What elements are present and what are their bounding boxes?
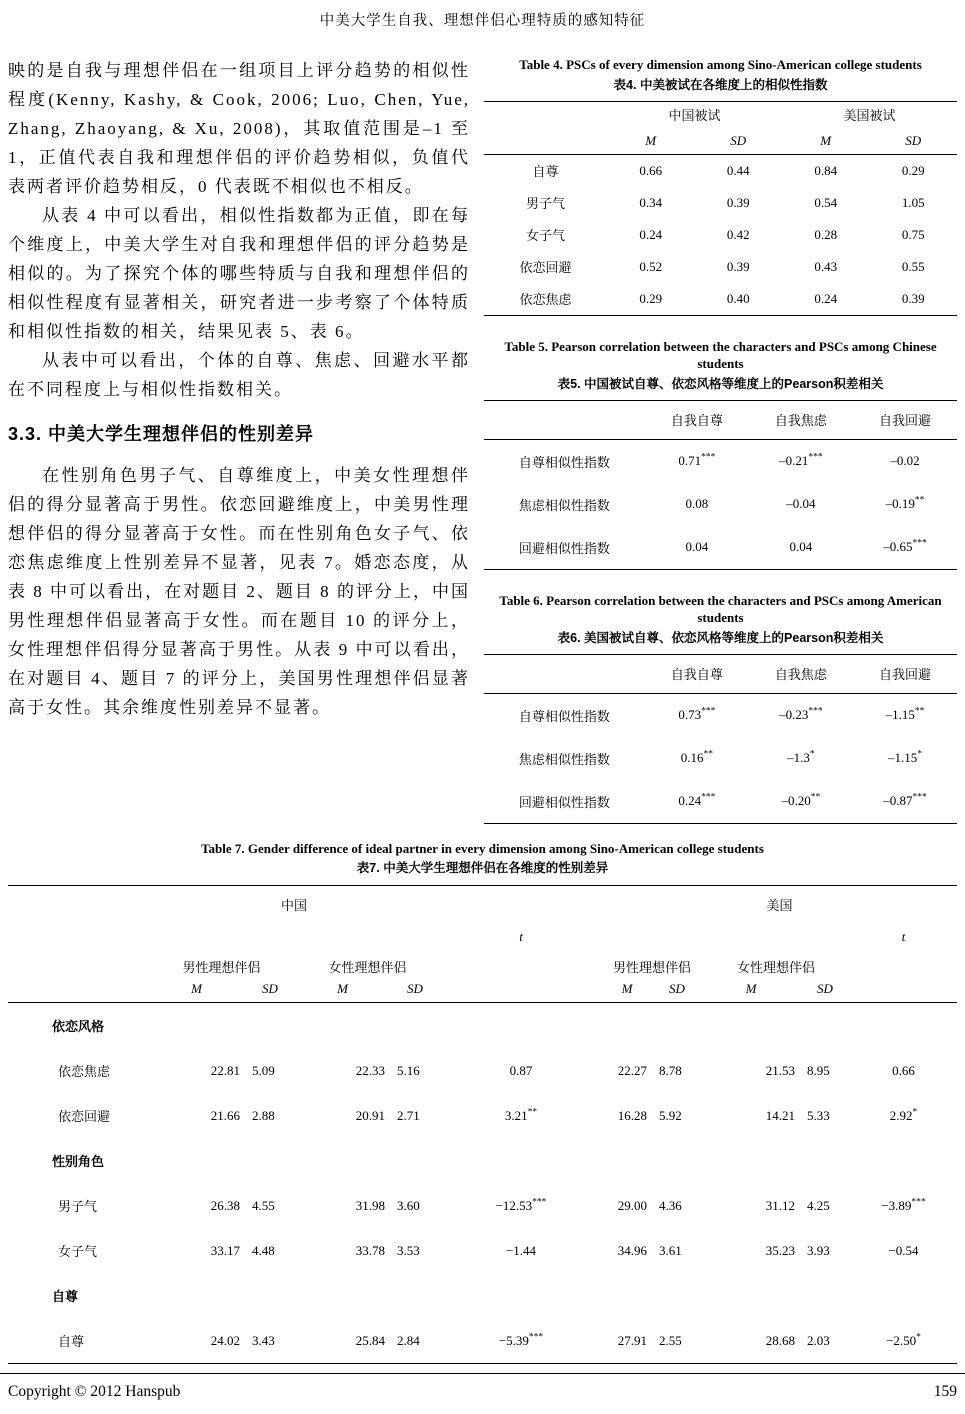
- cell: –0.20**: [781, 792, 821, 808]
- spacer-cell: [484, 128, 607, 155]
- col-header: 自我焦虑: [749, 400, 853, 439]
- cell: 0.40: [726, 290, 750, 306]
- spacer-cell: [8, 886, 148, 923]
- m-header: M: [607, 128, 695, 155]
- body-paragraph: 从表中可以看出，个体的自尊、焦虑、回避水平都在不同程度上与相似性指数相关。: [8, 351, 470, 399]
- cell: 29.00: [617, 1197, 647, 1213]
- section-heading-3-3: 3.3. 中美大学生理想伴侣的性别差异: [8, 424, 315, 444]
- m-header: M: [602, 978, 652, 1003]
- row-label: 女子气: [58, 1244, 98, 1259]
- row-label: 自尊相似性指数: [518, 454, 610, 470]
- row-label: 回避相似性指数: [518, 794, 610, 810]
- cell: 16.28: [617, 1107, 647, 1123]
- cell: –0.65***: [883, 538, 927, 554]
- t-value: −12.53***: [495, 1197, 547, 1213]
- cell: 0.29: [901, 162, 925, 178]
- sd-header: SD: [694, 128, 782, 155]
- table7-block: [0, 840, 965, 1365]
- t-value: −5.39***: [498, 1332, 544, 1348]
- t-value: 3.21**: [504, 1107, 538, 1123]
- cell: 3.43: [252, 1332, 275, 1348]
- table5-caption-zh: 表5. 中国被试自尊、依恋风格等维度上的Pearson积差相关: [557, 376, 884, 391]
- spacer-cell: [440, 978, 602, 1003]
- group-header-china: 中国被试: [668, 108, 721, 123]
- cell: 2.55: [659, 1332, 682, 1348]
- section-label: 依恋风格: [52, 1019, 105, 1034]
- cell: –1.15*: [887, 749, 922, 765]
- table-row: [8, 1048, 957, 1093]
- row-label: 依恋回避: [58, 1109, 111, 1124]
- table4: [484, 101, 957, 316]
- m-header: M: [702, 978, 800, 1003]
- cell: 0.29: [639, 290, 663, 306]
- table6-caption-en: Table 6. Pearson correlation between the characters and PSCs among American students: [499, 592, 942, 625]
- cell: 5.33: [807, 1107, 830, 1123]
- cell: 0.24: [639, 226, 663, 242]
- table-row: [484, 483, 957, 526]
- cell: 28.68: [765, 1332, 795, 1348]
- partner-header-female: 女性理想伴侣: [736, 959, 815, 975]
- cell: 5.92: [659, 1107, 682, 1123]
- two-column-content: [0, 56, 965, 824]
- cell: 3.93: [807, 1242, 830, 1258]
- row-label: 自尊相似性指数: [518, 708, 610, 724]
- right-tables-column: [484, 56, 957, 824]
- t-value: 0.66: [892, 1062, 915, 1078]
- table4-msd-header-row: [484, 128, 957, 155]
- partner-header-male: 男性理想伴侣: [182, 959, 261, 975]
- table6: [484, 654, 957, 824]
- table5-caption-en: Table 5. Pearson correlation between the characters and PSCs among Chinese students: [504, 338, 937, 371]
- cell: 0.08: [685, 496, 709, 511]
- cell: –0.23***: [779, 706, 823, 722]
- cell: 3.53: [397, 1242, 420, 1258]
- col-header: 自我自尊: [645, 400, 749, 439]
- cell: 33.78: [355, 1242, 385, 1258]
- cell: 0.54: [814, 194, 838, 210]
- left-text-column: [8, 56, 470, 722]
- table5-header-row: [484, 400, 957, 439]
- t-value: −0.54: [888, 1242, 919, 1258]
- section-label: 自尊: [52, 1289, 79, 1304]
- cell: –0.21***: [779, 452, 823, 468]
- cell: 0.34: [639, 194, 663, 210]
- partner-header-female: 女性理想伴侣: [328, 959, 407, 975]
- cell: 22.81: [210, 1062, 240, 1078]
- cell: 14.21: [765, 1107, 795, 1123]
- row-label: 自尊: [58, 1334, 85, 1349]
- cell: 31.12: [765, 1197, 795, 1213]
- row-label: 男子气: [58, 1199, 98, 1214]
- section-label: 性别角色: [52, 1154, 105, 1169]
- spacer-cell: [8, 922, 440, 952]
- body-paragraph: 映的是自我与理想伴侣在一组项目上评分趋势的相似性程度(Kenny, Kashy, & Cook, 2006; Luo, Chen, Yue, Zhang, Zhaoyang, & Xu, 2008)，其取值范围是–1 至 1，正值代表自我和理想伴侣的评价趋势相似，负值代表两者评价趋势相反，0 代表既不相似也不相反。: [8, 61, 470, 196]
- t-value: −2.50*: [886, 1332, 921, 1348]
- table-row: [484, 283, 957, 316]
- country-header-usa: 美国: [766, 897, 793, 913]
- spacer-cell: [484, 400, 645, 439]
- running-title: 中美大学生自我、理想伴侣心理特质的感知特征: [319, 13, 646, 29]
- spacer-cell: [602, 922, 850, 952]
- row-label: 回避相似性指数: [518, 540, 610, 556]
- table7-caption-zh: 表7. 中美大学生理想伴侣在各维度的性别差异: [356, 861, 609, 875]
- running-head: [0, 0, 965, 30]
- cell: –0.02: [890, 453, 920, 468]
- m-header: M: [782, 128, 870, 155]
- col-header: 自我回避: [853, 654, 957, 693]
- table-row: [484, 737, 957, 780]
- cell: –0.19**: [885, 495, 925, 511]
- row-label: 依恋焦虑: [58, 1064, 111, 1079]
- cell: 4.25: [807, 1197, 830, 1213]
- row-label: 男子气: [525, 196, 565, 211]
- cell: –1.3*: [787, 749, 815, 765]
- table-row: [484, 187, 957, 219]
- cell: 5.09: [252, 1062, 275, 1078]
- sd-header: SD: [869, 128, 957, 155]
- cell: 0.16**: [680, 749, 713, 765]
- cell: 21.53: [765, 1062, 795, 1078]
- table-row: [8, 1093, 957, 1138]
- cell: 21.66: [210, 1107, 240, 1123]
- cell: 0.52: [639, 258, 663, 274]
- cell: 8.95: [807, 1062, 830, 1078]
- col-header: 自我焦虑: [749, 654, 853, 693]
- table-row: [8, 1183, 957, 1228]
- cell: 2.88: [252, 1107, 275, 1123]
- table7-t-row: [8, 922, 957, 952]
- cell: 4.48: [252, 1242, 275, 1258]
- row-label: 依恋回避: [519, 260, 572, 275]
- cell: 20.91: [355, 1107, 385, 1123]
- table6-caption-zh: 表6. 美国被试自尊、依恋风格等维度上的Pearson积差相关: [557, 630, 884, 645]
- cell: 2.71: [397, 1107, 420, 1123]
- section-row: [8, 1138, 957, 1183]
- cell: 0.24: [814, 290, 838, 306]
- t-header: t: [901, 929, 906, 944]
- table7: [8, 885, 957, 1364]
- cell: 1.05: [901, 194, 925, 210]
- cell: 2.03: [807, 1332, 830, 1348]
- page-footer: [0, 1373, 965, 1414]
- cell: 27.91: [617, 1332, 647, 1348]
- cell: 33.17: [210, 1242, 240, 1258]
- cell: 25.84: [355, 1332, 385, 1348]
- t-header: t: [519, 929, 523, 944]
- row-label: 焦虑相似性指数: [518, 751, 610, 767]
- cell: 0.28: [814, 226, 838, 242]
- copyright-text: Copyright © 2012 Hanspub: [8, 1383, 181, 1400]
- page-number: 159: [933, 1383, 957, 1400]
- cell: 22.33: [355, 1062, 385, 1078]
- row-label: 焦虑相似性指数: [518, 497, 610, 513]
- row-label: 女子气: [525, 228, 565, 243]
- section-row: [8, 1273, 957, 1318]
- cell: 0.43: [814, 258, 838, 274]
- cell: 0.84: [814, 162, 838, 178]
- table-row: [484, 219, 957, 251]
- spacer-cell: [850, 978, 957, 1003]
- cell: 4.55: [252, 1197, 275, 1213]
- cell: 35.23: [765, 1242, 795, 1258]
- cell: –0.04: [786, 496, 816, 511]
- table7-country-row: [8, 886, 957, 923]
- t-value: −1.44: [505, 1242, 537, 1258]
- sd-header: SD: [245, 978, 295, 1003]
- m-header: M: [148, 978, 245, 1003]
- country-header-china: 中国: [280, 897, 307, 913]
- cell: –1.15**: [885, 706, 925, 722]
- table-row: [8, 1318, 957, 1364]
- cell: 8.78: [659, 1062, 682, 1078]
- body-paragraph: 从表 4 中可以看出，相似性指数都为正值，即在每个维度上，中美大学生对自我和理想伴侣的评分趋势是相似的。为了探究个体的哪些特质与自我和理想伴侣的相似性程度有显著相关，研究者进一步考察了个体特质和相似性指数的相关，结果见表 5、表 6。: [8, 206, 470, 341]
- table5: [484, 400, 957, 570]
- cell: 0.73***: [678, 706, 716, 722]
- cell: 0.71***: [678, 452, 716, 468]
- cell: 0.44: [726, 162, 750, 178]
- col-header: 自我自尊: [645, 654, 749, 693]
- table6-header-row: [484, 654, 957, 693]
- t-value: −3.89***: [881, 1197, 926, 1213]
- spacer-cell: [484, 654, 645, 693]
- cell: 0.42: [726, 226, 750, 242]
- t-value: 0.87: [509, 1062, 533, 1078]
- col-header: 自我回避: [853, 400, 957, 439]
- spacer-cell: [8, 978, 148, 1003]
- cell: 4.36: [659, 1197, 682, 1213]
- spacer-cell: [440, 886, 602, 923]
- table-row: [484, 693, 957, 737]
- cell: 0.04: [685, 539, 709, 554]
- sd-header: SD: [652, 978, 702, 1003]
- cell: 34.96: [617, 1242, 647, 1258]
- body-paragraph: 在性别角色男子气、自尊维度上，中美女性理想伴侣的得分显著高于男性。依恋回避维度上，中美男性理想伴侣的得分显著高于女性。而在性别角色女子气、依恋焦虑维度上性别差异不显著，见表 7。婚恋态度，从表 8 中可以看出，在对题目 2、题目 8 的评分上，中国男性理想伴侣显著高于女性。而在题目 10 的评分上，女性理想伴侣得分显著高于男性。从表 9 中可以看出，在对题目 4、题目 7 的评分上，美国男性理想伴侣显著高于女性。其余维度性别差异不显著。: [8, 466, 470, 717]
- cell: 0.66: [639, 162, 663, 178]
- sd-header: SD: [390, 978, 440, 1003]
- table4-group-header-row: [484, 101, 957, 128]
- table-row: [484, 526, 957, 570]
- m-header: M: [295, 978, 390, 1003]
- cell: 0.24***: [678, 792, 716, 808]
- cell: 0.39: [726, 194, 750, 210]
- cell: 2.84: [397, 1332, 420, 1348]
- row-label: 自尊: [532, 164, 559, 179]
- cell: 31.98: [355, 1197, 385, 1213]
- cell: 0.39: [726, 258, 750, 274]
- group-header-usa: 美国被试: [843, 108, 896, 123]
- table7-msd-row: [8, 978, 957, 1003]
- spacer-cell: [484, 101, 607, 128]
- spacer-cell: [8, 952, 148, 978]
- spacer-cell: [850, 952, 957, 978]
- sd-header: SD: [800, 978, 850, 1003]
- cell: 0.75: [901, 226, 925, 242]
- cell: 0.39: [901, 290, 925, 306]
- table-row: [484, 154, 957, 187]
- cell: 5.16: [397, 1062, 420, 1078]
- cell: 3.61: [659, 1242, 682, 1258]
- table7-partner-row: [8, 952, 957, 978]
- cell: 3.60: [397, 1197, 420, 1213]
- partner-header-male: 男性理想伴侣: [612, 959, 691, 975]
- table-row: [484, 780, 957, 824]
- table-row: [484, 439, 957, 483]
- row-label: 依恋焦虑: [519, 292, 572, 307]
- cell: 0.55: [901, 258, 925, 274]
- cell: 24.02: [210, 1332, 240, 1348]
- table-row: [484, 251, 957, 283]
- spacer-cell: [440, 952, 602, 978]
- section-row: [8, 1003, 957, 1049]
- cell: 0.04: [789, 539, 813, 554]
- table7-caption-en: Table 7. Gender difference of ideal partner in every dimension among Sino-American college students: [201, 840, 764, 856]
- cell: 22.27: [617, 1062, 647, 1078]
- t-value: 2.92*: [889, 1107, 918, 1123]
- table4-caption-zh: 表4. 中美被试在各维度上的相似性指数: [613, 77, 828, 92]
- table4-caption-en: Table 4. PSCs of every dimension among Sino-American college students: [519, 57, 922, 72]
- cell: –0.87***: [883, 792, 927, 808]
- cell: 26.38: [210, 1197, 240, 1213]
- table-row: [8, 1228, 957, 1273]
